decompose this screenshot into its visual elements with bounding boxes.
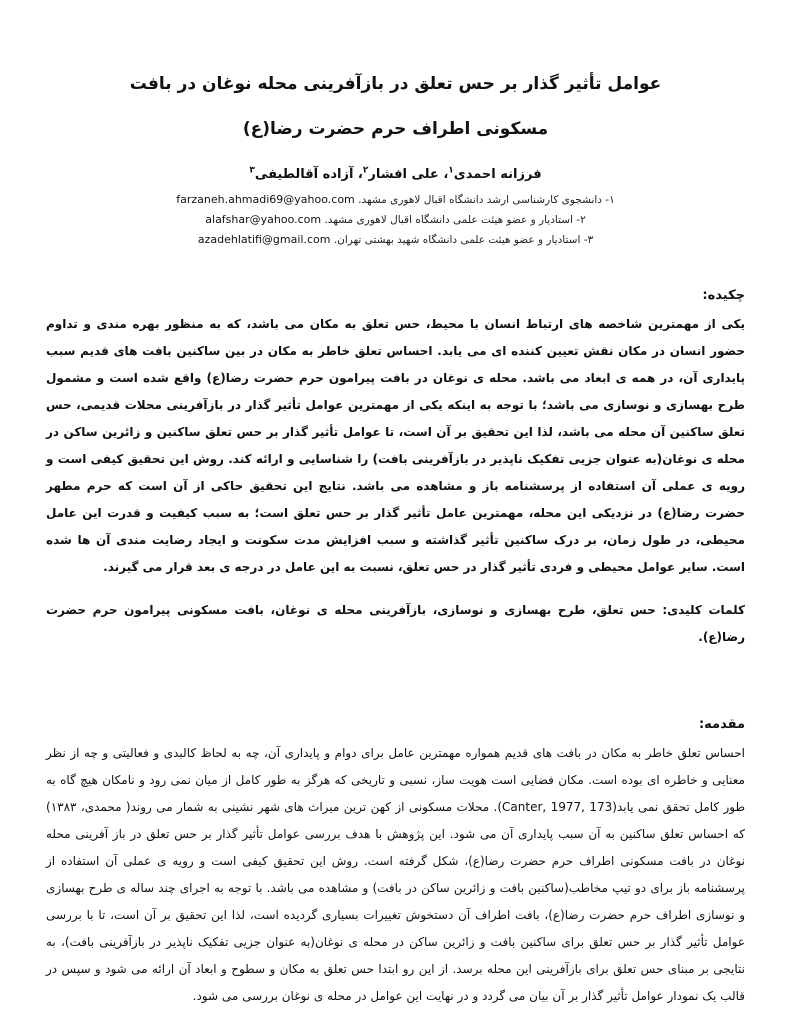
keywords-line [46,597,745,651]
introduction-heading: مقدمه: [698,717,745,732]
author-3 [249,167,353,182]
affiliation-line-3 [46,230,745,250]
keywords-label: کلمات کلیدی: [662,603,745,617]
author-superscript: ۲ [362,165,369,176]
affiliation-text: ۲- استادیار و عضو هیئت علمی دانشگاه اقبال لاهوری مشهد. [324,214,586,226]
author-name: آزاده آقالطیفی [254,167,354,182]
introduction-body: احساس تعلق خاطر به مکان در بافت های قدیم همواره مهمترین عامل برای دوام و پایداری آن، چه به لحاظ کالبدی و فعالیتی و چه از نظر معنایی و خاطره ای بوده است. مکان فضایی است هویت ساز، نسبی و تاریخی که هرگز به طور کامل از میان نمی رود و نامکان هیچ گاه به طور کامل تحقق نمی یابد⁦(Canter, 1977, 173)⁩. محلات مسکونی از کهن ترین میراث های شهر نشینی به شمار می روند( محمدی، ۱۳۸۳) که احساس تعلق ساکنین به آن سبب پایداری آن می شود. این پژوهش با هدف بررسی عوامل تأثیر گذار بر حس تعلق در باز آفرینی محله نوغان در بافت مسکونی اطراف حرم حضرت رضا(ع)، شکل گرفته است. روش این تحقیق کیفی است و رویه ی عملی آن استفاده از پرسشنامه باز برای دو تیپ مخاطب(ساکنین بافت و زائرین ساکن در بافت) و مشاهده می باشد. با توجه به اجرای چند ساله ی طرح بهسازی و نوسازی اطراف حرم حضرت رضا(ع)، بافت اطراف آن دستخوش تغییرات بسیاری گردیده است، لذا این تحقیق بر آن است، تا با بررسی عوامل تأثیر گذار بر حس تعلق برای ساکنین بافت و زائرین ساکن در محله ی نوغان(به عنوان جزیی تفکیک ناپذیر در بازآفرینی بافت)، به نتایجی بر مبنای حس تعلق برای بازآفرینی این محله برسد. از این رو ابتدا حس تعلق به مکان و سطوح و ابعاد آن ارائه می شود و سپس در قالب یک نمودار عوامل تأثیر گذار بر آن بیان می گردد و در نهایت این عوامل در محله ی نوغان بررسی می شود. [46,746,746,1003]
author-superscript: ۳ [249,165,255,176]
affiliation-email: azadehlatifi@gmail.com [197,233,331,246]
author-name: فرزانه احمدی [453,167,542,182]
paper-title-line-2: مسکونی اطراف حرم حضرت رضا(ع) [242,119,549,139]
author-name: علی افشار [368,167,439,182]
author-1 [439,167,542,182]
affiliation-text: ۳- استادیار و عضو هیئت علمی دانشگاه شهید بهشتی تهران. [333,234,594,246]
affiliations [46,190,745,250]
author-separator: ، [353,167,363,182]
paper-title [46,62,745,152]
paper-title-line-1: عوامل تأثیر گذار بر حس تعلق در بازآفرینی محله نوغان در بافت [129,74,662,94]
abstract-heading: چکیده: [702,288,745,303]
abstract-body: یکی از مهمترین شاخصه های ارتباط انسان با محیط، حس تعلق به مکان می باشد، که به منظور بهره مندی و تداوم حضور انسان در مکان نقش تعیین کننده ای می یابد. احساس تعلق خاطر به مکان در بین ساکنین بافت های قدیم سبب پایداری آن، در همه ی ابعاد می باشد. محله ی نوغان در بافت پیرامون حرم حضرت رضا(ع) واقع شده است و مشمول طرح بهسازی و نوسازی می باشد؛ با توجه به اینکه یکی از مهمترین عوامل تأثیر گذار در بازآفرینی محلات قدیمی، حس تعلق ساکنین آن محله می باشد، لذا این تحقیق بر آن است، تا عوامل تأثیر گذار بر حس تعلق ساکنین و زائرین ساکن در محله ی نوغان(به عنوان جزیی تفکیک ناپذیر در بازآفرینی بافت) را شناسایی و ارائه کند. روش این تحقیق کیفی است و رویه ی عملی آن استفاده از پرسشنامه باز و مشاهده می باشد. نتایج این تحقیق حاکی از آن است که حرم مطهر حضرت رضا(ع) در نزدیکی این محله، مهمترین عامل تأثیر گذار بر حس تعلق است؛ به سبب کیفیت و قدرت این عامل محیطی، در طول زمان، بر درک ساکنین تأثیر گذاشته و سبب افزایش مدت سکونت و ایجاد رضایت مندی آن ها شده است. سایر عوامل محیطی و فردی تأثیر گذار در حس تعلق، نسبت به این عامل در درجه ی بعد قرار می گیرند. [46,317,745,574]
author-2 [353,167,438,182]
affiliation-email: alafshar@yahoo.com [205,213,322,226]
author-separator: ، [438,167,449,182]
affiliation-email: farzaneh.ahmadi69@yahoo.com [176,193,355,206]
affiliation-text: ۱- دانشجوی کارشناسی ارشد دانشگاه اقبال لاهوری مشهد. [358,194,615,206]
authors-line [46,164,745,186]
keywords-text: حس تعلق، طرح بهسازی و نوسازی، بازآفرینی محله ی نوغان، بافت مسکونی پیرامون حرم حضرت رضا(ع). [46,603,745,644]
author-superscript: ۱ [448,165,454,176]
affiliation-line-2 [46,210,745,230]
affiliation-line-1 [46,190,745,210]
